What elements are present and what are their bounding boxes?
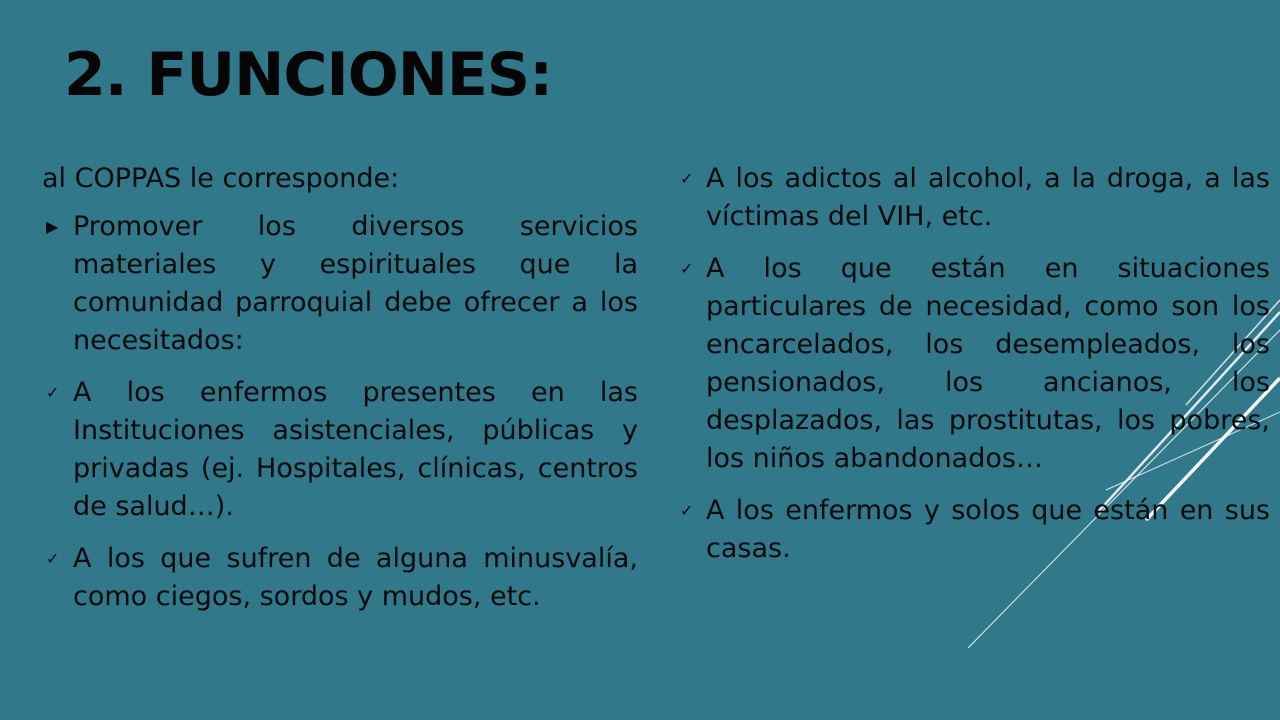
checkmark-icon: ✓ xyxy=(46,383,60,402)
list-item xyxy=(42,374,638,526)
list-item xyxy=(42,208,638,360)
checkmark-icon: ✓ xyxy=(46,549,60,568)
list-item-text: A los enfermos presentes en las Instituciones asistenciales, públicas y privadas (ej. Hospitales, clínicas, centros de salud…). xyxy=(73,377,638,522)
list-item xyxy=(676,492,1270,568)
list-item xyxy=(676,160,1270,236)
checkmark-icon: ✓ xyxy=(680,501,694,520)
intro-text: al COPPAS le corresponde: xyxy=(42,163,400,194)
triangle-bullet-icon: ▶ xyxy=(46,217,59,236)
list-item-text: Promover los diversos servicios materiales y espirituales que la comunidad parroquial debe ofrecer a los necesitados: xyxy=(73,211,638,356)
list-item xyxy=(42,540,638,616)
checkmark-icon: ✓ xyxy=(680,259,694,278)
right-column xyxy=(676,160,1270,582)
list-item-text: A los que están en situaciones particulares de necesidad, como son los encarcelados, los desempleados, los pensionados, los ancianos, los desplazados, las prostitutas, los pobres, los niños abandonados… xyxy=(706,253,1270,474)
left-column xyxy=(42,160,638,630)
checkmark-icon: ✓ xyxy=(680,169,694,188)
page-title: 2. FUNCIONES: xyxy=(64,40,553,110)
list-item-text: A los adictos al alcohol, a la droga, a las víctimas del VIH, etc. xyxy=(706,163,1270,232)
list-item-text: A los que sufren de alguna minusvalía, como ciegos, sordos y mudos, etc. xyxy=(73,543,638,612)
list-item-text: A los enfermos y solos que están en sus casas. xyxy=(706,495,1270,564)
list-item xyxy=(676,250,1270,478)
